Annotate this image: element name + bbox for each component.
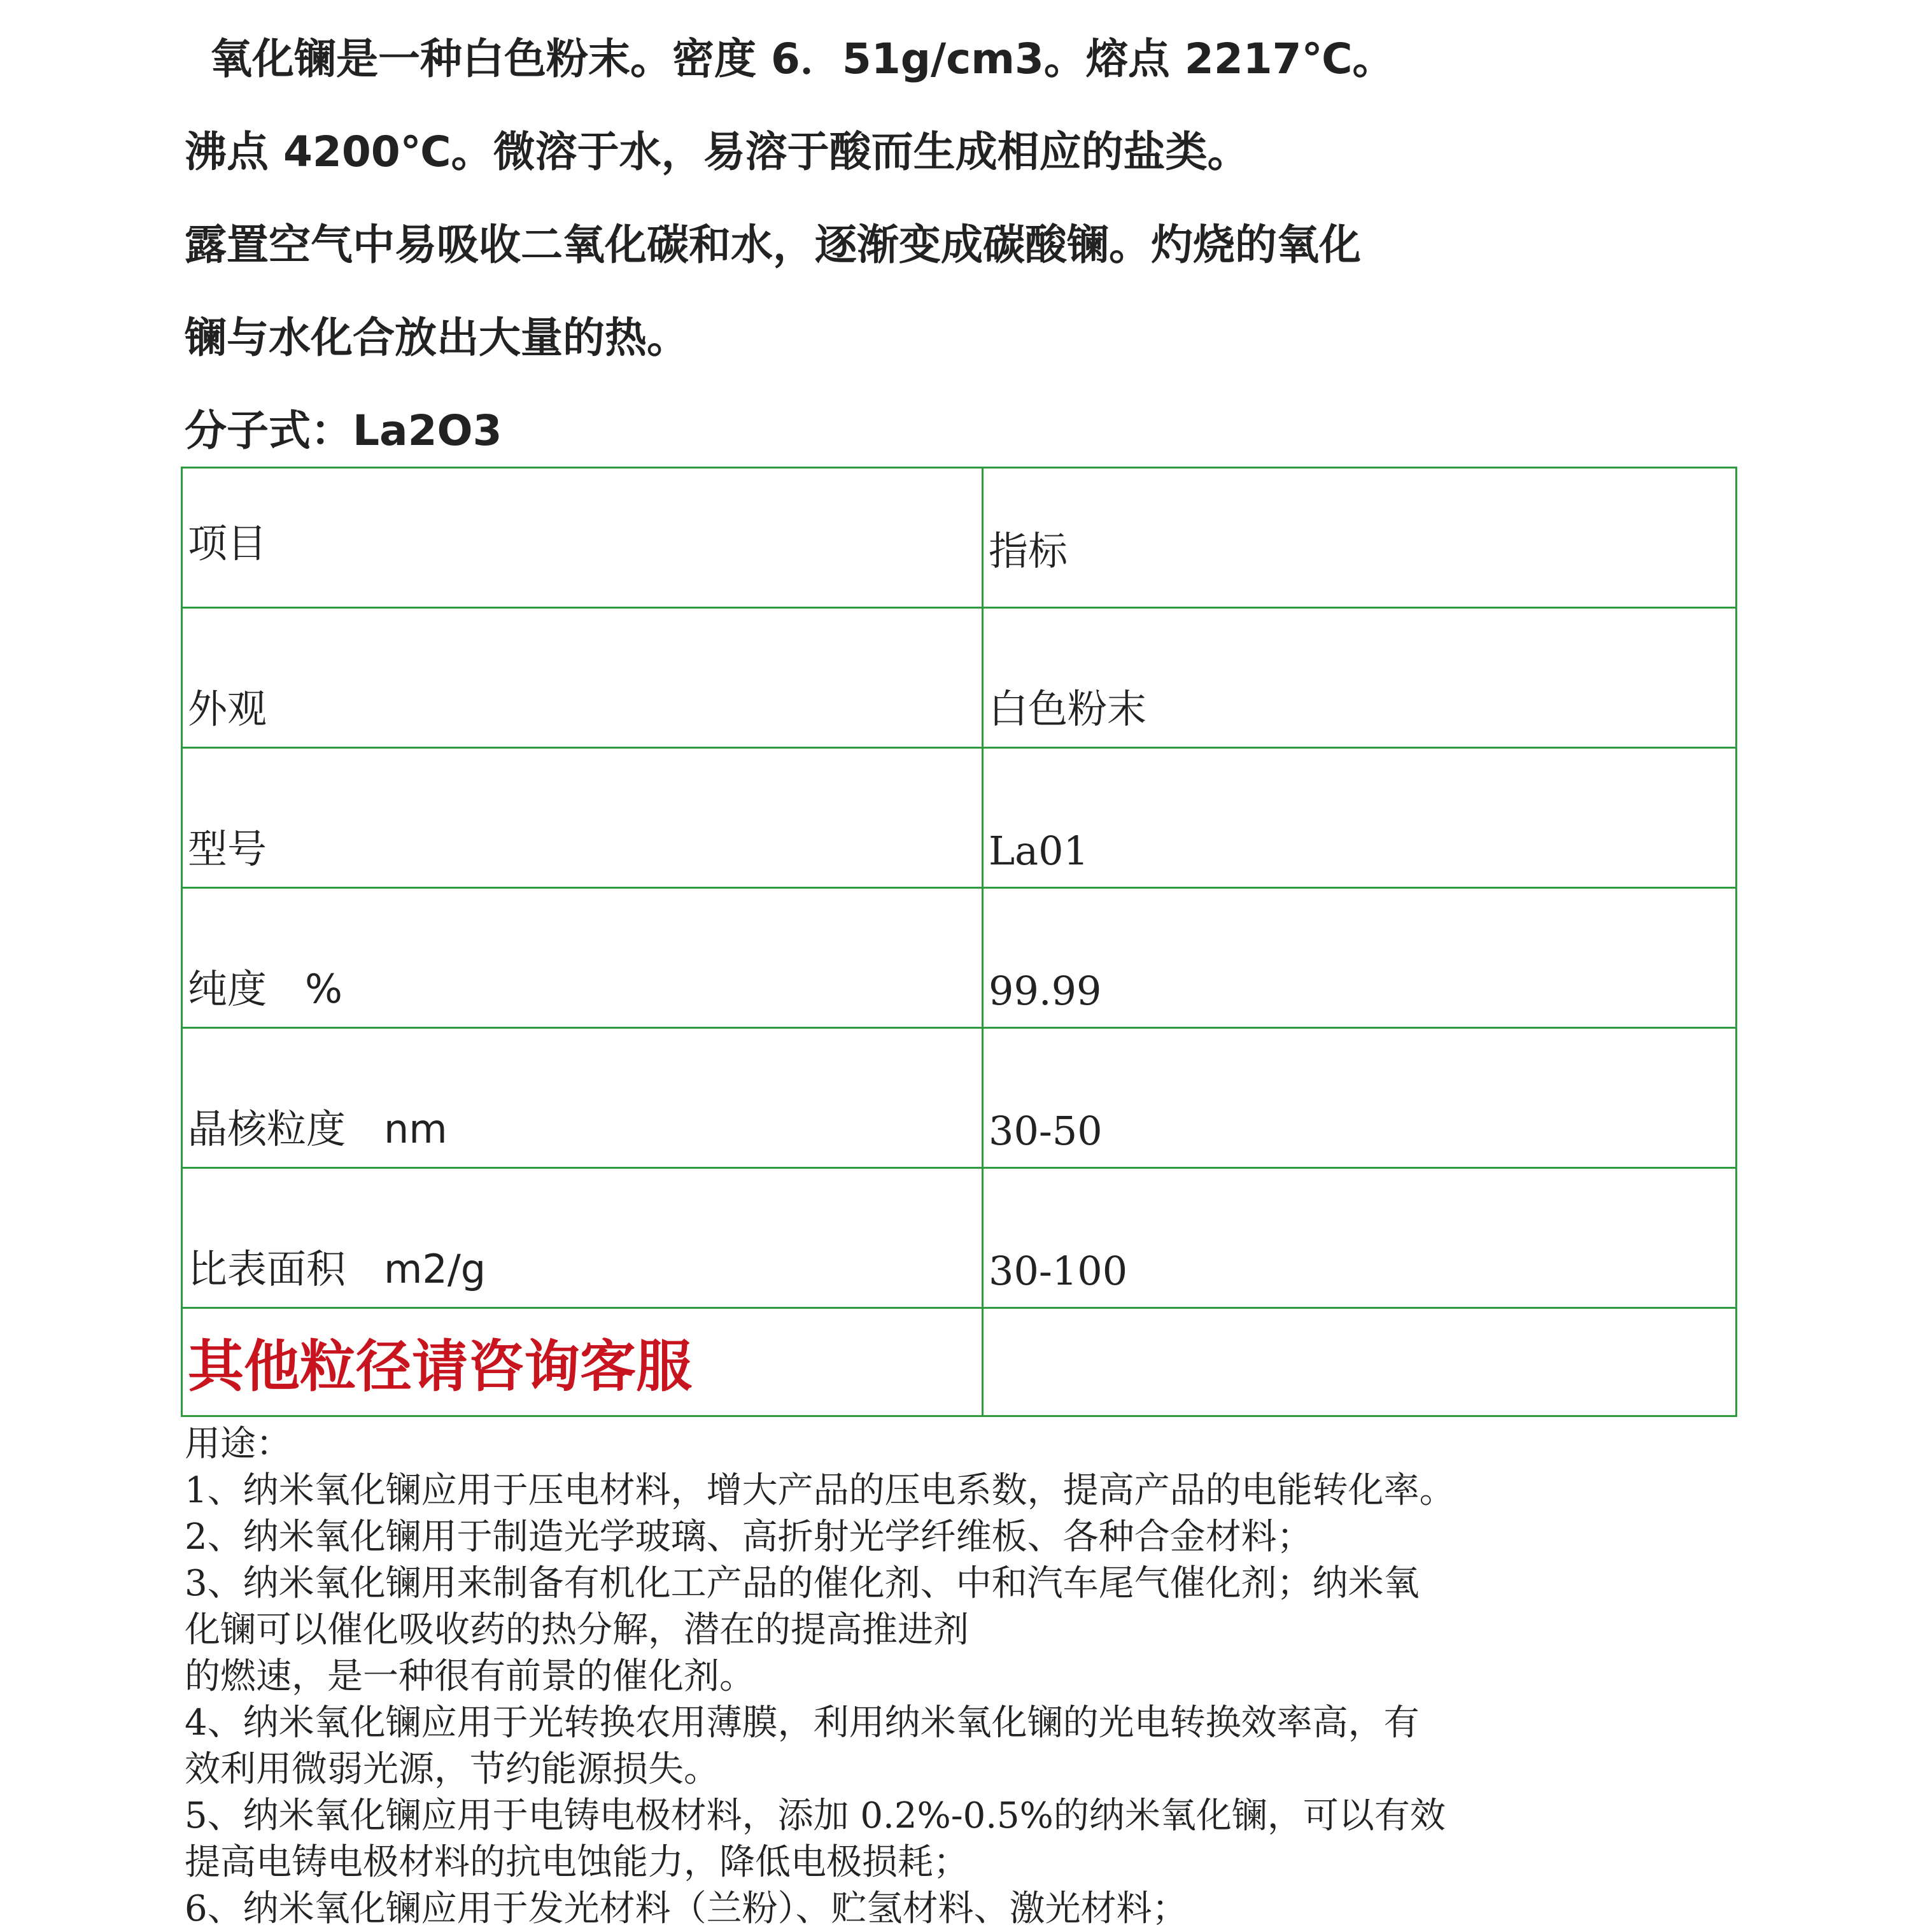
row-item — [182, 748, 983, 888]
header-item: 项目 — [182, 468, 983, 608]
row-item-label: 比表面积 — [188, 1246, 346, 1292]
uses-line: 5、纳米氧化镧应用于电铸电极材料，添加 0.2%-0.5%的纳米氧化镧，可以有效 — [185, 1795, 1446, 1837]
uses-line: 提高电铸电极材料的抗电蚀能力，降低电极损耗； — [185, 1842, 969, 1883]
uses-line: 2、纳米氧化镧用于制造光学玻璃、高折射光学纤维板、各种合金材料； — [185, 1516, 1313, 1558]
uses-line: 4、纳米氧化镧应用于光转换农用薄膜，利用纳米氧化镧的光电转换效率高，有 — [185, 1702, 1420, 1744]
row-item — [182, 1028, 983, 1168]
molecular-formula: 分子式：La2O3 — [185, 406, 502, 455]
intro-line: 镧与水化合放出大量的热。 — [185, 313, 689, 362]
intro-paragraph — [185, 13, 1681, 477]
row-item-unit: % — [305, 966, 342, 1012]
table-row-contact — [182, 1308, 1737, 1416]
row-item-label: 晶核粒度 — [188, 1106, 346, 1152]
table-row — [182, 888, 1737, 1028]
row-item-unit: nm — [384, 1106, 448, 1152]
row-item-unit: m2/g — [384, 1246, 486, 1292]
row-value: 白色粉末 — [983, 608, 1737, 748]
intro-line: 露置空气中易吸收二氧化碳和水，逐渐变成碳酸镧。灼烧的氧化 — [185, 220, 1361, 269]
table-header-row — [182, 468, 1737, 608]
row-item-label: 型号 — [188, 826, 267, 872]
row-value: 99.99 — [983, 888, 1737, 1028]
table-row — [182, 748, 1737, 888]
row-item-label: 纯度 — [188, 966, 267, 1012]
row-value: 30-100 — [983, 1168, 1737, 1308]
uses-heading: 用途： — [185, 1423, 292, 1465]
uses-section — [185, 1421, 1712, 1932]
row-value: La01 — [983, 748, 1737, 888]
uses-line: 3、纳米氧化镧用来制备有机化工产品的催化剂、中和汽车尾气催化剂；纳米氧 — [185, 1563, 1420, 1604]
empty-cell — [983, 1308, 1737, 1416]
contact-cell — [182, 1308, 983, 1416]
uses-line: 化镧可以催化吸收药的热分解，潜在的提高推进剂 — [185, 1609, 969, 1651]
spec-table — [181, 467, 1737, 1417]
intro-line: 氧化镧是一种白色粉末。密度 6．51g/cm3。熔点 2217℃。 — [210, 34, 1395, 83]
uses-line: 6、纳米氧化镧应用于发光材料（兰粉）、贮氢材料、激光材料； — [185, 1888, 1188, 1929]
row-item — [182, 888, 983, 1028]
intro-line: 沸点 4200℃。微溶于水，易溶于酸而生成相应的盐类。 — [185, 127, 1250, 176]
row-value: 30-50 — [983, 1028, 1737, 1168]
table-row — [182, 1168, 1737, 1308]
contact-note: 其他粒径请咨询客服 — [188, 1332, 693, 1399]
row-item-label: 外观 — [188, 686, 267, 732]
table-row — [182, 608, 1737, 748]
uses-line: 1、纳米氧化镧应用于压电材料，增大产品的压电系数，提高产品的电能转化率。 — [185, 1470, 1455, 1511]
row-item — [182, 608, 983, 748]
uses-line: 效利用微弱光源，节约能源损失。 — [185, 1749, 719, 1790]
table-row — [182, 1028, 1737, 1168]
row-item — [182, 1168, 983, 1308]
header-value: 指标 — [983, 468, 1737, 608]
uses-line: 的燃速，是一种很有前景的催化剂。 — [185, 1656, 755, 1697]
